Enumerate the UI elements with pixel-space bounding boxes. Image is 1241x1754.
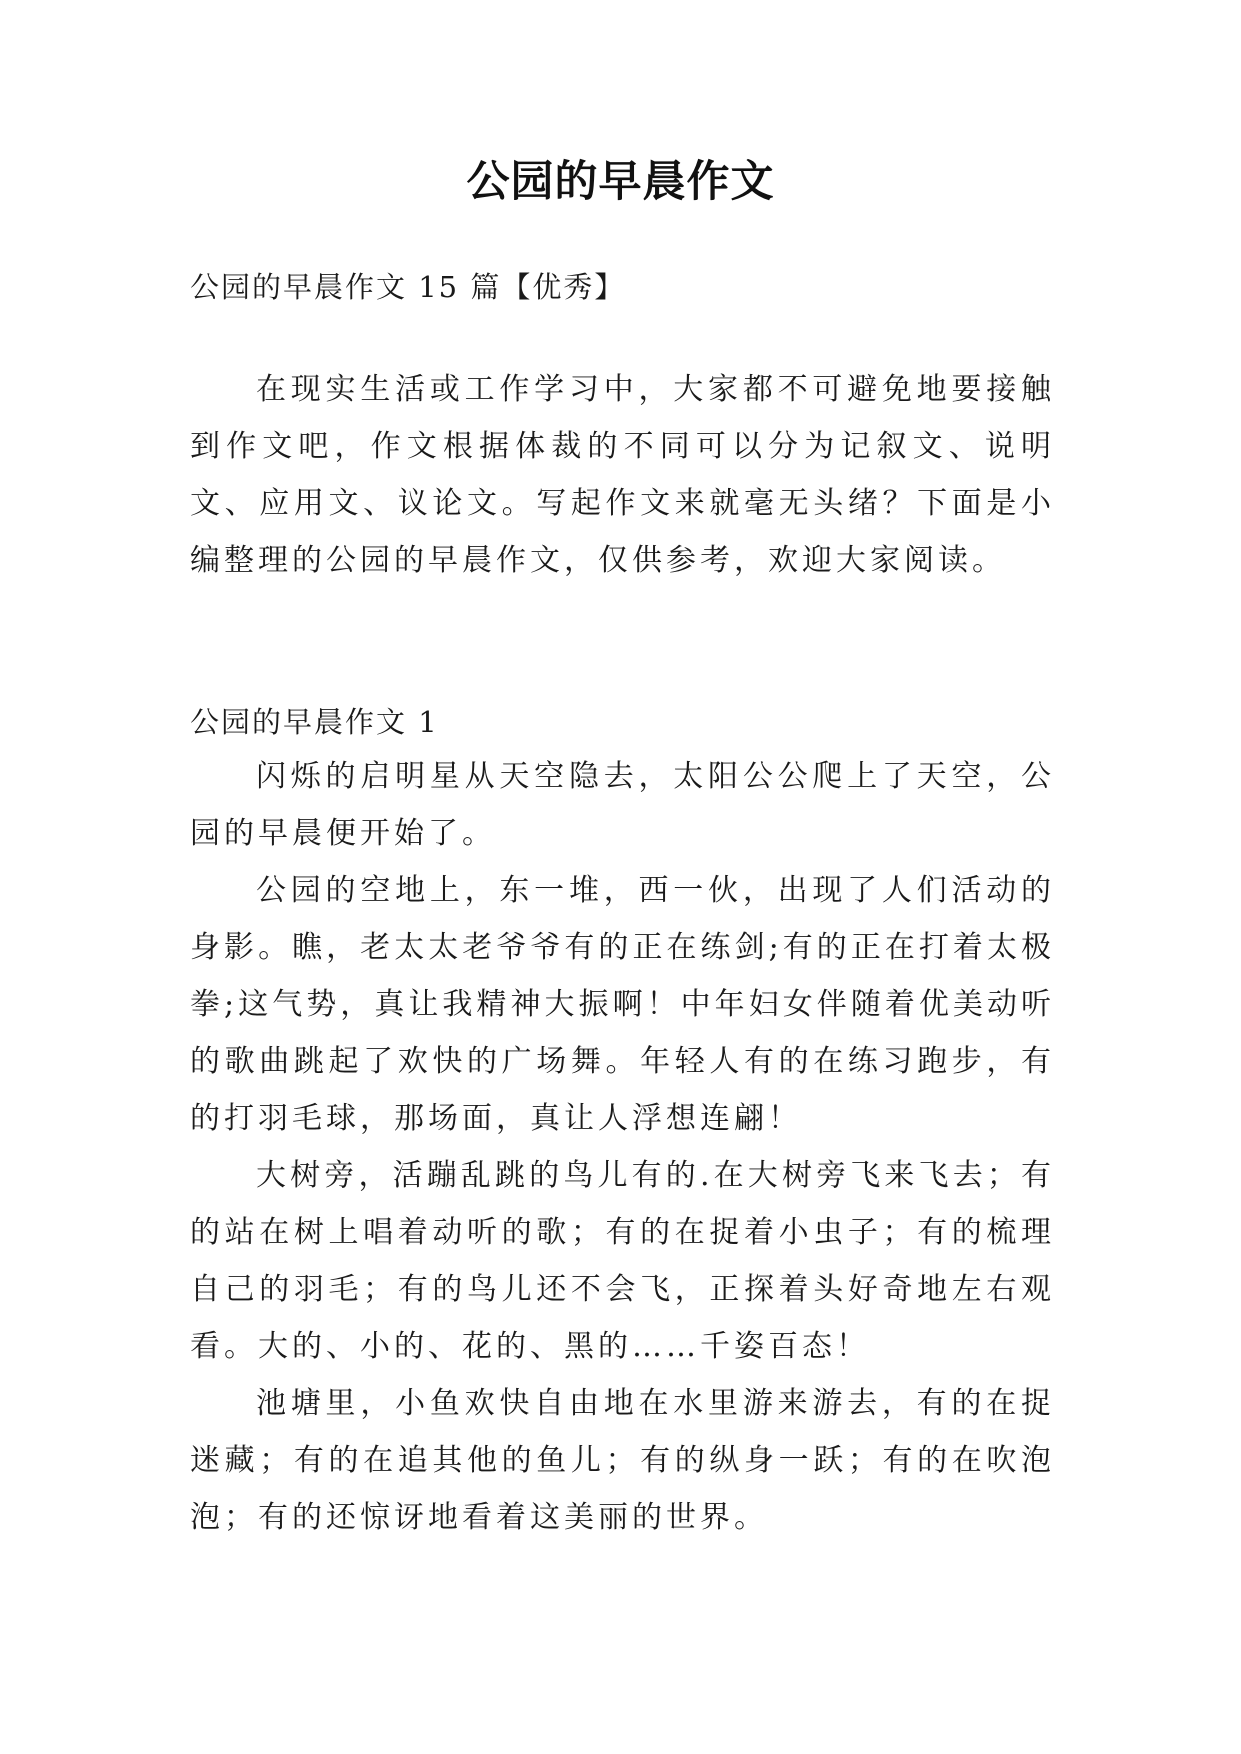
document-title: 公园的早晨作文 (466, 157, 775, 207)
body-paragraph: 大树旁，活蹦乱跳的鸟儿有的.在大树旁飞来飞去；有的站在树上唱着动听的歌；有的在捉着小虫子；有的梳理自己的羽毛；有的鸟儿还不会飞，正探着头好奇地左右观看。大的、小的、花的、黑的……千姿百态！ (190, 1158, 1055, 1364)
document-subtitle: 公园的早晨作文 15 篇【优秀】 (190, 270, 626, 304)
body-paragraph: 闪烁的启明星从天空隐去，太阳公公爬上了天空，公园的早晨便开始了。 (190, 759, 1055, 851)
section-heading: 公园的早晨作文 1 (190, 705, 439, 739)
intro-block (190, 361, 1055, 589)
body-paragraph: 公园的空地上，东一堆，西一伙，出现了人们活动的身影。瞧，老太太老爷爷有的正在练剑;有的正在打着太极拳;这气势，真让我精神大振啊！中年妇女伴随着优美动听的歌曲跳起了欢快的广场舞。年轻人有的在练习跑步，有的打羽毛球，那场面，真让人浮想连翩！ (190, 873, 1055, 1136)
essay-body (190, 748, 1055, 1546)
body-paragraph: 池塘里，小鱼欢快自由地在水里游来游去，有的在捉迷藏；有的在追其他的鱼儿；有的纵身一跃；有的在吹泡泡；有的还惊讶地看着这美丽的世界。 (190, 1386, 1055, 1535)
intro-paragraph: 在现实生活或工作学习中，大家都不可避免地要接触到作文吧，作文根据体裁的不同可以分为记叙文、说明文、应用文、议论文。写起作文来就毫无头绪？下面是小编整理的公园的早晨作文，仅供参考，欢迎大家阅读。 (190, 372, 1055, 578)
